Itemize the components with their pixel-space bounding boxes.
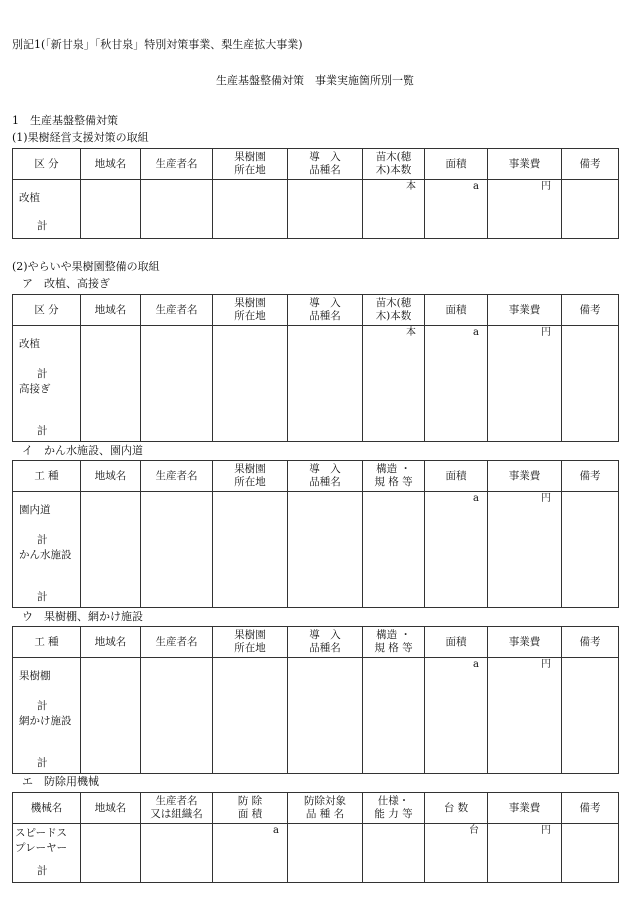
col-header: 事業費 xyxy=(488,149,562,180)
data-cell[interactable] xyxy=(288,492,363,608)
col-header: 機械名 xyxy=(13,793,81,824)
category-cell xyxy=(13,824,81,883)
data-cell[interactable] xyxy=(81,658,141,774)
unit-label: 円 xyxy=(541,181,551,192)
data-cell[interactable] xyxy=(81,326,141,442)
col-header: 地域名 xyxy=(81,627,141,658)
data-cell[interactable] xyxy=(213,658,288,774)
data-cell[interactable] xyxy=(562,658,619,774)
table-replanting-grafting xyxy=(12,294,619,442)
unit-label: 円 xyxy=(541,493,551,504)
row-label: 計 xyxy=(37,700,48,712)
col-header: 地域名 xyxy=(81,149,141,180)
col-header: 生産者名 xyxy=(141,627,213,658)
row-label: 計 xyxy=(37,534,48,546)
row-label: 果樹棚 xyxy=(19,670,51,682)
data-cell[interactable] xyxy=(288,658,363,774)
col-header: 地域名 xyxy=(81,461,141,492)
col-header: 生産者名 xyxy=(141,149,213,180)
col-header: 導 入 品種名 xyxy=(288,149,363,180)
document-label: 別記1(「新甘泉」「秋甘泉」特別対策事業、梨生産拡大事業) xyxy=(12,38,303,51)
unit-label: a xyxy=(473,659,479,670)
col-header: 備考 xyxy=(562,149,619,180)
row-label: 改植 xyxy=(19,338,40,350)
col-header: 面積 xyxy=(425,295,488,326)
row-label: 園内道 xyxy=(19,504,51,516)
unit-label: 本 xyxy=(406,327,416,338)
data-cell[interactable] xyxy=(425,658,488,774)
data-cell[interactable] xyxy=(81,492,141,608)
row-label: 網かけ施設 xyxy=(19,715,72,727)
col-header: 導 入 品種名 xyxy=(288,627,363,658)
table-trellis-netting xyxy=(12,626,619,774)
table-row xyxy=(13,824,619,883)
col-header: 果樹園 所在地 xyxy=(213,627,288,658)
table-row xyxy=(13,658,619,774)
col-header: 苗木(穂 木)本数 xyxy=(363,295,425,326)
col-header: 構造 ・ 規 格 等 xyxy=(363,627,425,658)
col-header: 果樹園 所在地 xyxy=(213,295,288,326)
header-row xyxy=(13,627,619,658)
col-header: 防除対象 品 種 名 xyxy=(288,793,363,824)
col-header: 生産者名 xyxy=(141,295,213,326)
col-header: 事業費 xyxy=(488,627,562,658)
table-row xyxy=(13,492,619,608)
unit-label: 円 xyxy=(541,659,551,670)
unit-label: 円 xyxy=(541,327,551,338)
data-cell[interactable] xyxy=(488,658,562,774)
data-cell[interactable] xyxy=(425,492,488,608)
row-label: 計 xyxy=(37,368,48,380)
data-cell[interactable] xyxy=(488,180,562,239)
data-cell[interactable] xyxy=(213,492,288,608)
row-label: かん水施設 xyxy=(19,549,72,561)
col-header: 面積 xyxy=(425,149,488,180)
col-header: 備考 xyxy=(562,793,619,824)
header-row xyxy=(13,149,619,180)
col-header: 構造 ・ 規 格 等 xyxy=(363,461,425,492)
col-header: 面積 xyxy=(425,627,488,658)
col-header: 果樹園 所在地 xyxy=(213,461,288,492)
unit-label: 本 xyxy=(406,181,416,192)
row-label: 計 xyxy=(37,220,48,232)
data-cell[interactable] xyxy=(213,326,288,442)
col-header: 防 除 面 積 xyxy=(213,793,288,824)
data-cell[interactable] xyxy=(562,824,619,883)
data-cell[interactable] xyxy=(141,824,213,883)
data-cell[interactable] xyxy=(213,180,288,239)
data-cell[interactable] xyxy=(363,658,425,774)
col-header: 地域名 xyxy=(81,295,141,326)
data-cell[interactable] xyxy=(562,180,619,239)
row-label: 計 xyxy=(37,865,48,877)
data-cell[interactable] xyxy=(488,326,562,442)
header-row xyxy=(13,295,619,326)
data-cell[interactable] xyxy=(425,180,488,239)
col-header: 面積 xyxy=(425,461,488,492)
col-header: 工 種 xyxy=(13,461,81,492)
col-header: 事業費 xyxy=(488,461,562,492)
col-header: 備考 xyxy=(562,627,619,658)
col-header: 備考 xyxy=(562,461,619,492)
col-header: 生産者名 xyxy=(141,461,213,492)
unit-label: a xyxy=(473,493,479,504)
col-header: 備考 xyxy=(562,295,619,326)
row-label: 高接ぎ xyxy=(19,383,51,395)
col-header: 苗木(穂 木)本数 xyxy=(363,149,425,180)
unit-label: 円 xyxy=(541,825,551,836)
data-cell[interactable] xyxy=(363,824,425,883)
col-header: 導 入 品種名 xyxy=(288,295,363,326)
table-row xyxy=(13,180,619,239)
subsection-heading: エ 防除用機械 xyxy=(22,775,99,788)
row-label: 改植 xyxy=(19,192,40,204)
data-cell[interactable] xyxy=(141,326,213,442)
header-row xyxy=(13,793,619,824)
data-cell[interactable] xyxy=(288,180,363,239)
data-cell[interactable] xyxy=(213,824,288,883)
col-header: 台 数 xyxy=(425,793,488,824)
col-header: 生産者名 又は組織名 xyxy=(141,793,213,824)
col-header: 事業費 xyxy=(488,793,562,824)
data-cell[interactable] xyxy=(141,492,213,608)
data-cell[interactable] xyxy=(562,326,619,442)
col-header: 工 種 xyxy=(13,627,81,658)
unit-label: a xyxy=(473,181,479,192)
data-cell[interactable] xyxy=(488,824,562,883)
data-cell[interactable] xyxy=(288,326,363,442)
document-title: 生産基盤整備対策 事業実施箇所別一覧 xyxy=(216,74,414,87)
col-header: 果樹園 所在地 xyxy=(213,149,288,180)
data-cell[interactable] xyxy=(488,492,562,608)
header-row xyxy=(13,461,619,492)
unit-label: a xyxy=(473,327,479,338)
data-cell[interactable] xyxy=(141,180,213,239)
row-label: プレーヤー xyxy=(15,842,68,854)
data-cell[interactable] xyxy=(425,326,488,442)
row-label: 計 xyxy=(37,425,48,437)
col-header: 仕様・ 能 力 等 xyxy=(363,793,425,824)
table-spraying-machinery xyxy=(12,792,619,883)
subsection-heading: ア 改植、高接ぎ xyxy=(22,277,110,290)
data-cell[interactable] xyxy=(363,492,425,608)
data-cell[interactable] xyxy=(562,492,619,608)
category-cell xyxy=(13,326,81,442)
unit-label: a xyxy=(273,825,279,836)
data-cell[interactable] xyxy=(363,326,425,442)
category-cell xyxy=(13,658,81,774)
data-cell[interactable] xyxy=(81,180,141,239)
table-row xyxy=(13,326,619,442)
col-header: 区 分 xyxy=(13,149,81,180)
data-cell[interactable] xyxy=(141,658,213,774)
section-heading: 1 生産基盤整備対策 xyxy=(12,114,118,127)
category-cell xyxy=(13,492,81,608)
data-cell[interactable] xyxy=(425,824,488,883)
subsection-heading: ウ 果樹棚、網かけ施設 xyxy=(22,610,143,623)
row-label: 計 xyxy=(37,591,48,603)
data-cell[interactable] xyxy=(81,824,141,883)
category-cell xyxy=(13,180,81,239)
col-header: 区 分 xyxy=(13,295,81,326)
data-cell[interactable] xyxy=(363,180,425,239)
unit-label: 台 xyxy=(469,825,479,836)
subsection-heading: (2)やらいや果樹園整備の取組 xyxy=(12,260,160,273)
subsection-heading: イ かん水施設、園内道 xyxy=(22,444,143,457)
col-header: 導 入 品種名 xyxy=(288,461,363,492)
data-cell[interactable] xyxy=(288,824,363,883)
row-label: スピードス xyxy=(15,827,67,839)
row-label: 計 xyxy=(37,757,48,769)
col-header: 事業費 xyxy=(488,295,562,326)
table-irrigation-road xyxy=(12,460,619,608)
table-orchard-support xyxy=(12,148,619,239)
col-header: 地域名 xyxy=(81,793,141,824)
subsection-heading: (1)果樹経営支援対策の取組 xyxy=(12,131,149,144)
